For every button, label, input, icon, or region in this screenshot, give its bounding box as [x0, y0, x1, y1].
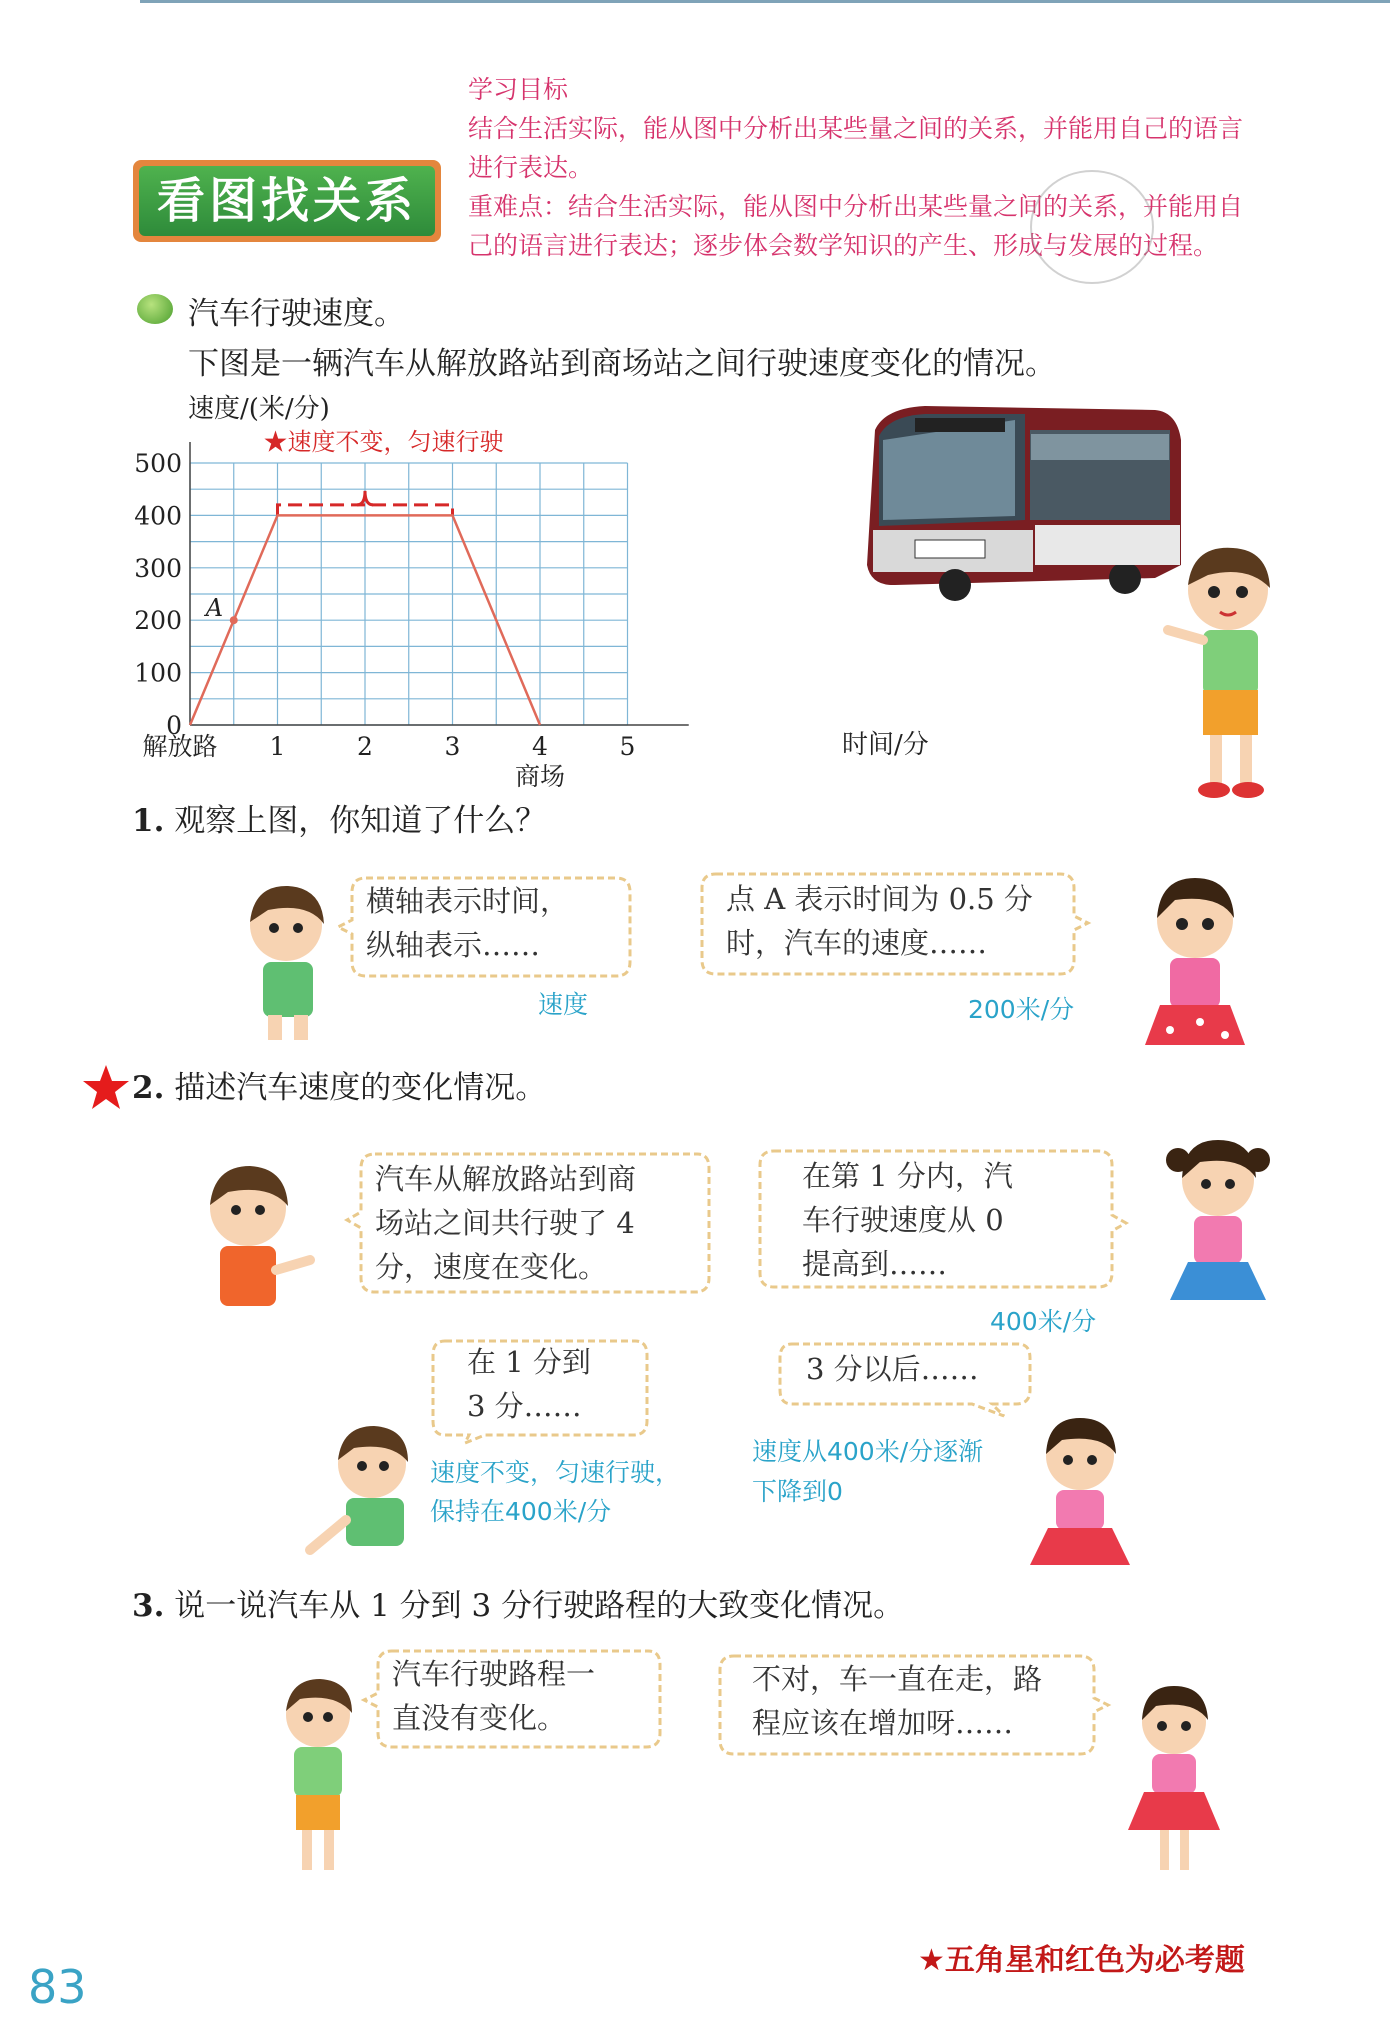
- key-line-1: 重难点：结合生活实际，能从图中分析出某些量之间的关系，并能用自: [468, 192, 1244, 221]
- section-bullet-icon: [137, 294, 173, 324]
- bubble-7-line-2: 直没有变化。: [392, 1701, 567, 1735]
- goal-line-2: 进行表达。: [468, 153, 594, 182]
- bubble-3-line-3: 分，速度在变化。: [375, 1250, 608, 1284]
- y-tick-label: 0: [166, 711, 182, 740]
- y-tick-label: 300: [134, 553, 182, 583]
- y-tick-label: 400: [134, 501, 182, 531]
- speech-bubble-6: [772, 1338, 1042, 1418]
- lesson-badge-text: 看图找关系: [139, 166, 435, 236]
- question-3-text: 说一说汽车从 1 分到 3 分行驶路程的大致变化情况。: [174, 1588, 905, 1624]
- speech-bubble-7: [362, 1645, 664, 1753]
- answer-1: 速度: [538, 990, 589, 1019]
- key-line-2: 己的语言进行表达；逐步体会数学知识的产生、形成与发展的过程。: [468, 231, 1219, 260]
- question-1-text: 观察上图，你知道了什么？: [174, 803, 547, 839]
- question-3-number: 3.: [132, 1588, 165, 1624]
- bubble-4-line-1: 在第 1 分内，汽: [802, 1159, 1013, 1193]
- bubble-2-line-1: 点 A 表示时间为 0.5 分: [726, 882, 1033, 916]
- bubble-4-line-2: 车行驶速度从 0: [802, 1203, 1004, 1237]
- question-3: [132, 1580, 904, 1625]
- section-intro: 下图是一辆汽车从解放路站到商场站之间行驶速度变化的情况。: [188, 346, 1056, 382]
- bubble-7-line-1: 汽车行驶路程一: [392, 1657, 596, 1691]
- answer-2: 200米/分: [968, 995, 1075, 1024]
- top-rule: [140, 0, 1390, 3]
- speech-bubble-1: [336, 872, 636, 982]
- bubble-3-line-1: 汽车从解放路站到商: [375, 1162, 637, 1196]
- answer-5-line-2: 保持在400米/分: [430, 1497, 612, 1526]
- speed-chart: [134, 394, 980, 795]
- goals-title: 学习目标: [468, 75, 569, 104]
- speech-bubble-4: [758, 1145, 1128, 1293]
- bubble-5-line-2: 3 分……: [467, 1389, 582, 1423]
- speech-bubble-8: [718, 1650, 1110, 1760]
- goal-line-1: 结合生活实际，能从图中分析出某些量之间的关系，并能用自己的语言: [468, 114, 1244, 143]
- chart-grid: [190, 463, 628, 725]
- answer-6-line-1: 速度从400米/分逐渐: [752, 1437, 984, 1466]
- bubble-3-line-2: 场站之间共行驶了 4: [375, 1206, 635, 1240]
- bubble-4-line-3: 提高到……: [802, 1247, 948, 1281]
- x-tick-label: 5: [619, 732, 636, 761]
- bubble-6-line-1: 3 分以后……: [806, 1352, 979, 1386]
- boy-character-1: [1148, 540, 1288, 810]
- learning-goals: [468, 70, 1368, 265]
- girl-character-1: [1120, 870, 1270, 1060]
- footer-note: ★五角星和红色为必考题: [918, 1943, 1245, 1978]
- chart-annotation: ★速度不变，匀速行驶: [263, 428, 504, 456]
- x-tick-label: 4: [532, 732, 548, 761]
- answer-5-line-1: 速度不变，匀速行驶，: [430, 1458, 681, 1487]
- speech-bubble-5: [425, 1335, 655, 1445]
- question-1: [132, 795, 546, 840]
- bubble-8-line-1: 不对，车一直在走，路: [752, 1662, 1043, 1696]
- x-sublabel-mall: 商场: [514, 762, 566, 791]
- faded-stamp: [1030, 170, 1154, 284]
- boy-character-2: [228, 880, 338, 1040]
- answer-6-line-2: 下降到0: [752, 1477, 843, 1506]
- bubble-1-line-2: 纵轴表示……: [366, 928, 541, 962]
- x-axis-label: 时间/分: [842, 730, 929, 760]
- speech-bubble-2: [700, 868, 1090, 980]
- girl-character-2: [1148, 1130, 1288, 1330]
- boy-character-4: [300, 1420, 430, 1560]
- bubble-8-line-2: 程应该在增加呀……: [752, 1706, 1014, 1740]
- required-star-icon: [82, 1063, 130, 1111]
- lesson-badge: [133, 160, 441, 242]
- question-2: [132, 1062, 546, 1107]
- question-2-number: 2.: [132, 1070, 165, 1106]
- x-tick-label: 解放路: [142, 732, 218, 761]
- bus-photo: [855, 400, 1185, 605]
- bubble-5-line-1: 在 1 分到: [467, 1345, 591, 1379]
- page-number: 83: [28, 1960, 87, 2014]
- x-tick-label: 1: [269, 732, 286, 761]
- x-tick-label: 3: [444, 732, 461, 761]
- y-tick-label: 500: [134, 449, 182, 478]
- chart-axes: [190, 442, 689, 725]
- answer-4: 400米/分: [990, 1307, 1097, 1336]
- girl-character-4: [1110, 1680, 1240, 1890]
- question-2-text: 描述汽车速度的变化情况。: [174, 1070, 547, 1106]
- point-a-label: A: [205, 594, 224, 623]
- bubble-2-line-2: 时，汽车的速度……: [726, 926, 988, 960]
- speech-bubble-3: [345, 1148, 713, 1298]
- question-1-number: 1.: [132, 803, 165, 839]
- section-title: 汽车行驶速度。: [188, 296, 405, 332]
- y-tick-label: 200: [134, 606, 182, 636]
- bubble-1-line-1: 横轴表示时间，: [366, 884, 570, 918]
- point-a: [230, 616, 238, 624]
- y-axis-label: 速度/(米/分): [188, 394, 330, 424]
- girl-character-3: [1010, 1410, 1150, 1570]
- boy-character-3: [190, 1160, 320, 1320]
- y-tick-label: 100: [134, 658, 182, 688]
- x-tick-label: 2: [357, 732, 373, 761]
